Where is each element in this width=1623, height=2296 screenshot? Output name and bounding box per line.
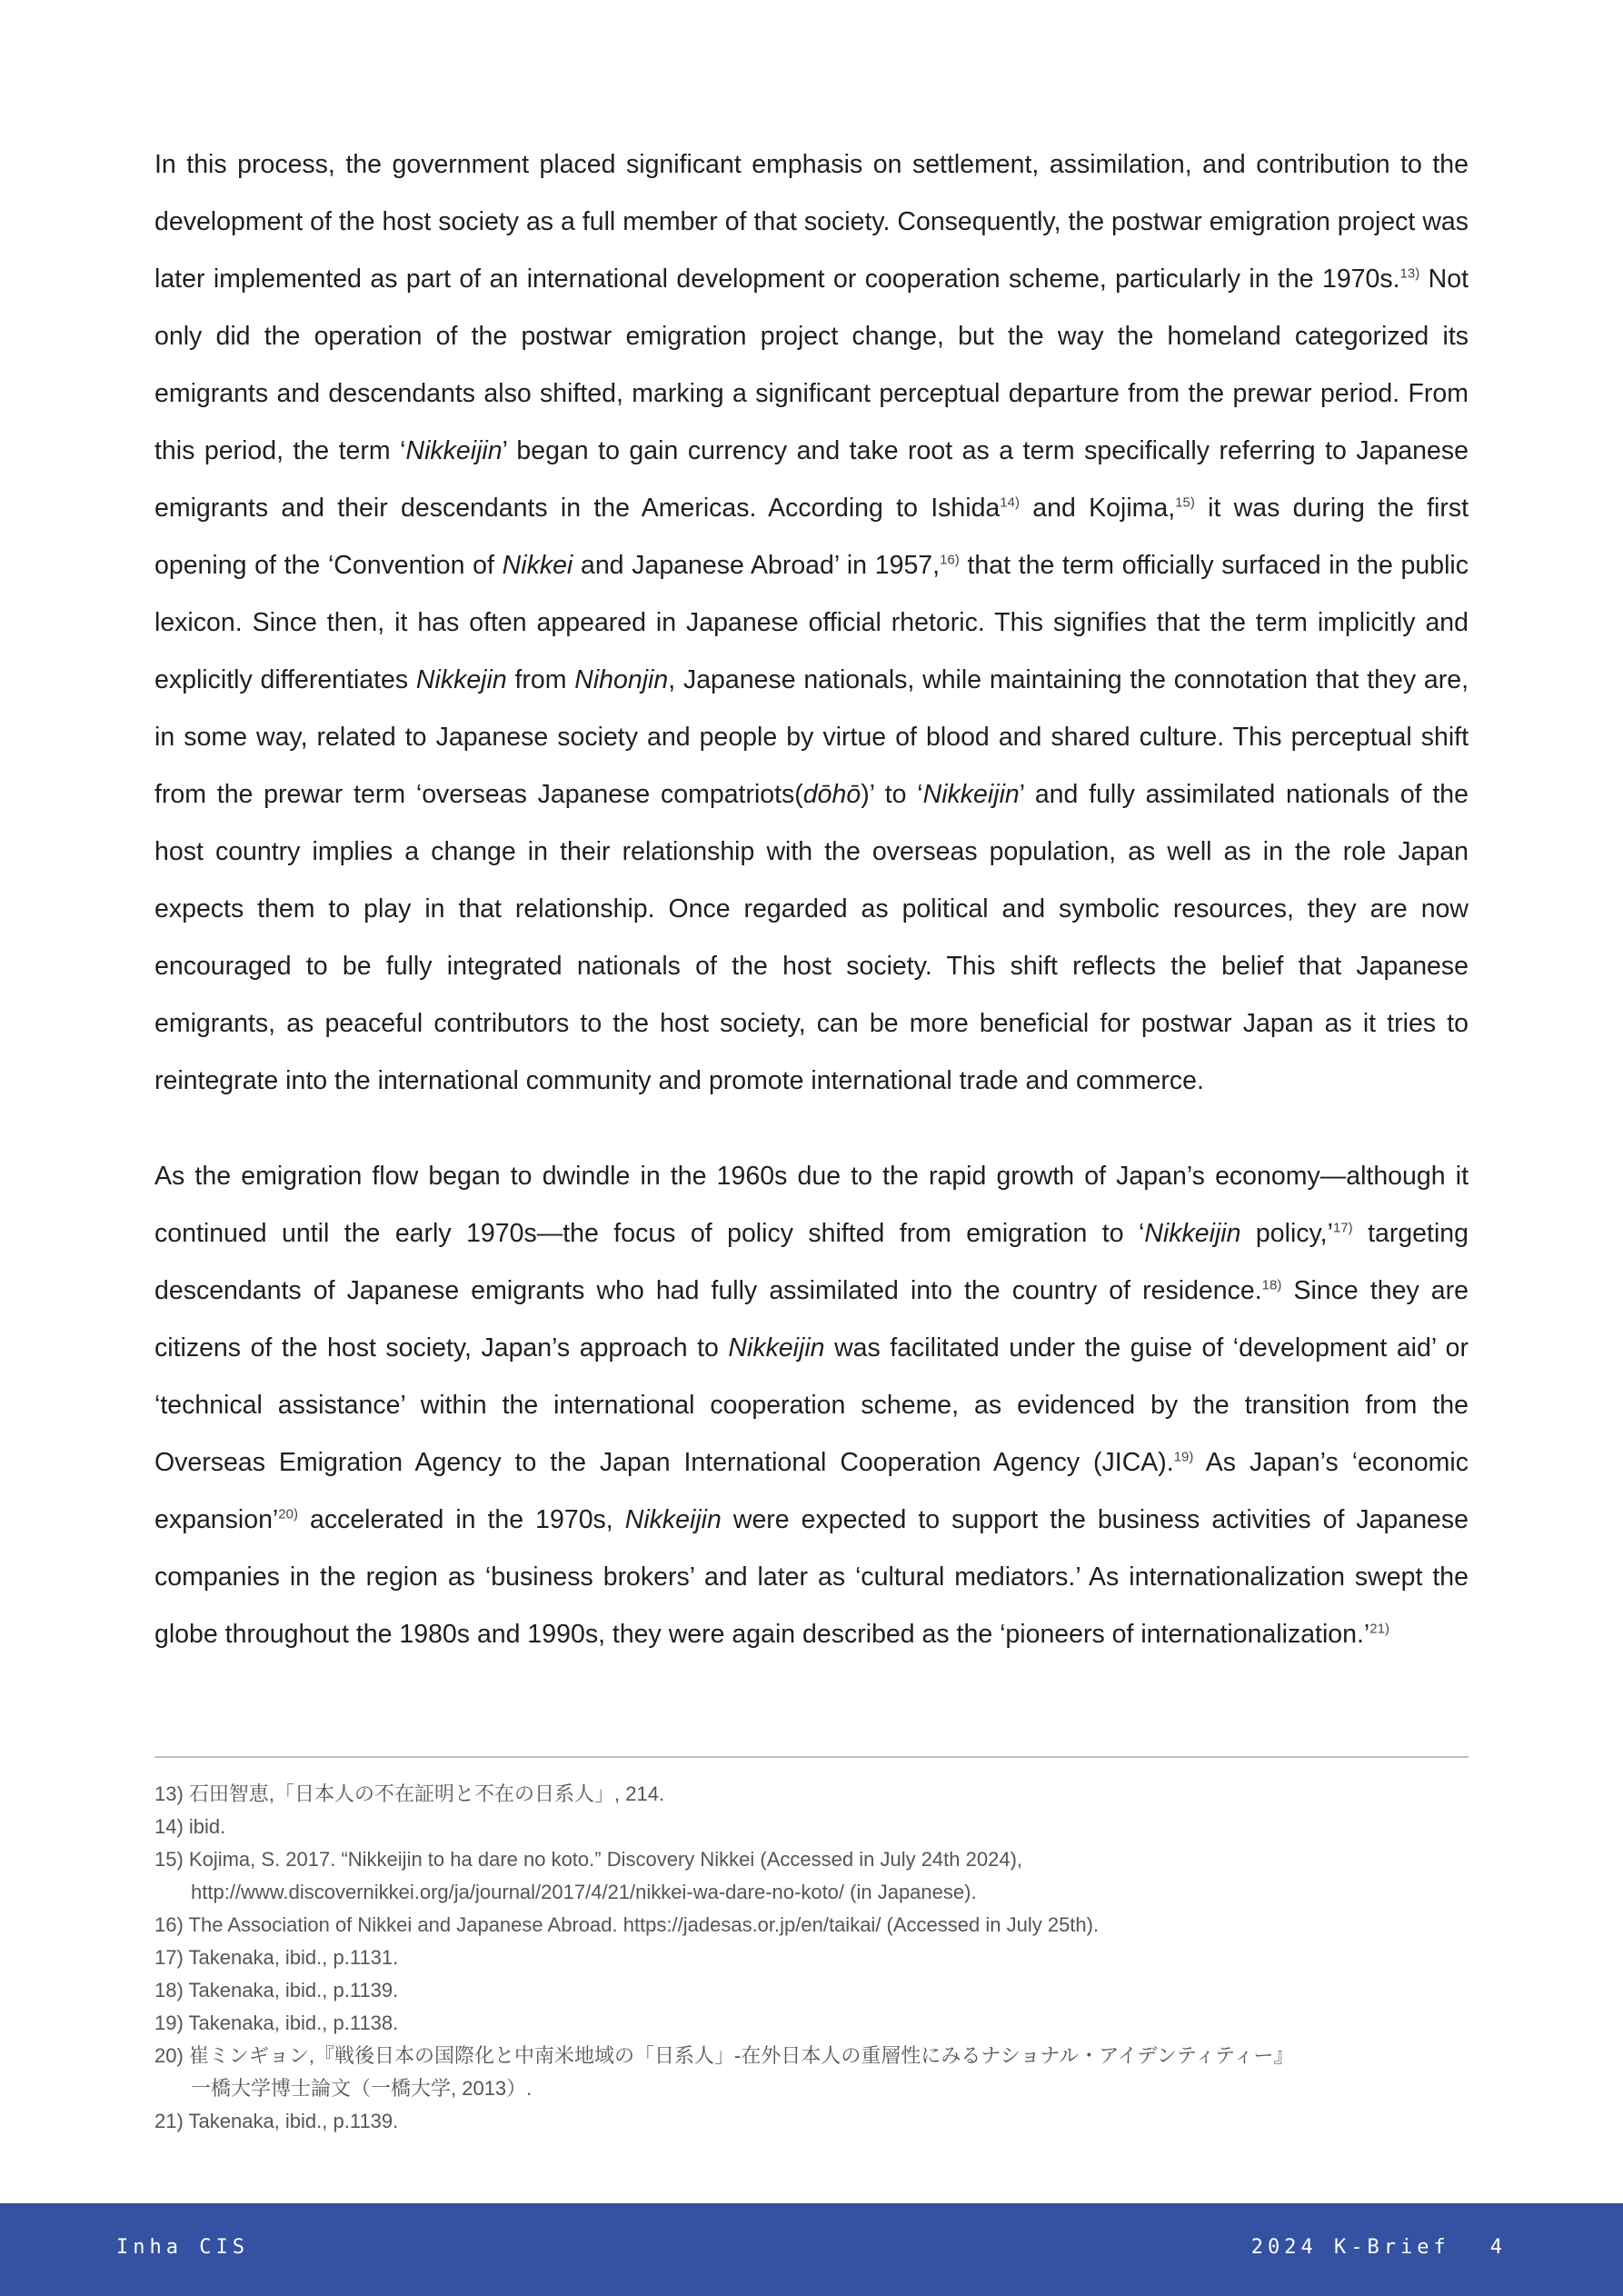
footnote-text: 崔ミンギョン,『戦後日本の国際化と中南米地域の「日系人」-在外日本人の重層性にみるナショナル・アイデンティティー』	[188, 2044, 1294, 2067]
footnote-number: 13)	[154, 1782, 184, 1805]
footnote-ref-21[interactable]: 21)	[1369, 1621, 1389, 1637]
text-run: Not only did the operation of the postwar emigration project change, but the way the homeland categorized its emigrants and descendants also shifted, marking a significant perceptual departure from the prewar period. From this period, the term ‘	[154, 265, 1469, 465]
footnote-text: ibid.	[188, 1815, 226, 1838]
footer-right	[1251, 2236, 1507, 2259]
text-run: )’ to ‘	[861, 780, 923, 809]
footnote-19	[154, 2007, 1469, 2040]
footnote-continuation: 一橋大学博士論文（一橋大学, 2013）.	[191, 2077, 533, 2100]
text-run: from	[506, 665, 575, 694]
footnote-ref-13[interactable]: 13)	[1399, 265, 1420, 282]
footnote-ref-17[interactable]: 17)	[1332, 1220, 1353, 1236]
footnote-21	[154, 2105, 1469, 2138]
italic-term: Nikkei	[502, 551, 573, 580]
footnote-number: 17)	[154, 1946, 184, 1969]
footnote-ref-14[interactable]: 14)	[1000, 494, 1020, 511]
footnote-ref-18[interactable]: 18)	[1261, 1277, 1282, 1293]
italic-term: Nikkeijin	[1144, 1219, 1241, 1248]
italic-term: Nihonjin	[574, 665, 669, 694]
italic-term: Nikkeijin	[922, 780, 1020, 809]
footnote-15	[154, 1843, 1469, 1909]
italic-term: Nikkeijin	[624, 1505, 722, 1534]
footnotes-list	[154, 1778, 1469, 2138]
footnote-text: Takenaka, ibid., p.1138.	[188, 2011, 399, 2034]
footnote-text: Takenaka, ibid., p.1139.	[188, 2110, 399, 2132]
italic-term: Nikkeijin	[405, 436, 503, 465]
text-run: and Japanese Abroad’ in 1957,	[573, 551, 941, 580]
footnote-16	[154, 1909, 1469, 1942]
text-run: , Japanese nationals, while maintaining the connotation that they are, in some way, related to Japanese society and people by virtue of blood and shared culture. This perceptual shift from the prewar term ‘overseas Japanese compatriots(	[154, 665, 1469, 809]
text-run: ’ began to gain currency and take root as a term specifically referring to Japanese emigrants and their descendants in the Americas. According to Ishida	[154, 436, 1469, 523]
footnote-20	[154, 2040, 1469, 2105]
footnote-ref-20[interactable]: 20)	[278, 1506, 298, 1522]
footnote-number: 14)	[154, 1815, 184, 1838]
footnote-18	[154, 1974, 1469, 2007]
footer-publisher: Inha CIS	[116, 2236, 249, 2259]
text-run: were expected to support the business activities of Japanese companies in the region as ‘business brokers’ and later as ‘cultural mediators.’ As internationalization swept the globe throughout the 1980s and 1990s, they were again described as the ‘pioneers of internationalization.’	[154, 1505, 1469, 1649]
footnote-number: 20)	[154, 2044, 184, 2067]
text-run: As Japan’s ‘economic expansion’	[154, 1448, 1469, 1534]
page-footer	[0, 2203, 1623, 2296]
footnote-text: Kojima, S. 2017. “Nikkeijin to ha dare no koto.” Discovery Nikkei (Accessed in July 24th 2024),	[188, 1848, 1023, 1871]
text-run: ’ and fully assimilated nationals of the host country implies a change in their relationship with the overseas population, as well as in the role Japan expects them to play in that relationship. Once regarded as political and symbolic resources, they are now encouraged to be fully integrated nationals of the host society. This shift reflects the belief that Japanese emigrants, as peaceful contributors to the host society, can be more beneficial for postwar Japan as it tries to reintegrate into the international community and promote international trade and commerce.	[154, 780, 1469, 1095]
text-run: accelerated in the 1970s,	[297, 1505, 625, 1534]
footnote-number: 15)	[154, 1848, 184, 1871]
italic-term: dōhō	[802, 780, 861, 809]
footer-publication: 2024 K-Brief	[1250, 2236, 1450, 2259]
footnote-13	[154, 1778, 1469, 1811]
footnote-number: 19)	[154, 2011, 184, 2034]
footnote-url[interactable]: http://www.discovernikkei.org/ja/journal/2017/4/21/nikkei-wa-dare-no-koto/ (in Japanese).	[191, 1881, 977, 1903]
text-run: it was during the first opening of the ‘Convention of	[154, 494, 1469, 580]
footnote-divider	[154, 1756, 1469, 1758]
main-text	[154, 136, 1469, 1663]
text-run: Since they are citizens of the host society, Japan’s approach to	[154, 1276, 1469, 1363]
text-run: that the term officially surfaced in the public lexicon. Since then, it has often appeared in Japanese official rhetoric. This signifies that the term implicitly and explicitly differentiates	[154, 551, 1469, 694]
paragraph-1	[154, 136, 1469, 1110]
footnote-text: Takenaka, ibid., p.1131.	[188, 1946, 399, 1969]
text-run: and Kojima,	[1019, 494, 1176, 523]
footnote-ref-15[interactable]: 15)	[1175, 494, 1195, 511]
footnote-ref-19[interactable]: 19)	[1173, 1449, 1194, 1465]
page-number: 4	[1489, 2236, 1507, 2259]
paragraph-2	[154, 1148, 1469, 1663]
italic-term: Nikkejin	[415, 665, 507, 694]
text-run: In this process, the government placed significant emphasis on settlement, assimilation, and contribution to the development of the host society as a full member of that society. Consequently, the postwar emigration project was later implemented as part of an international development or cooperation scheme, particularly in the 1970s.	[154, 150, 1469, 294]
footnote-17	[154, 1942, 1469, 1974]
text-run: As the emigration flow began to dwindle in the 1960s due to the rapid growth of Japan’s economy—although it continued until the early 1970s—the focus of policy shifted from emigration to ‘	[154, 1162, 1469, 1248]
footnote-number: 21)	[154, 2110, 184, 2132]
text-run: was facilitated under the guise of ‘development aid’ or ‘technical assistance’ within the international cooperation scheme, as evidenced by the transition from the Overseas Emigration Agency to the Japan International Cooperation Agency (JICA).	[154, 1333, 1469, 1477]
footnote-number: 16)	[154, 1913, 184, 1936]
footnote-14	[154, 1811, 1469, 1843]
italic-term: Nikkeijin	[728, 1333, 825, 1363]
text-run: targeting descendants of Japanese emigrants who had fully assimilated into the country of residence.	[154, 1219, 1469, 1305]
footnote-ref-16[interactable]: 16)	[940, 552, 960, 568]
text-run: policy,’	[1240, 1219, 1333, 1248]
footnote-text: Takenaka, ibid., p.1139.	[188, 1979, 399, 2002]
footnote-text: 石田智恵,「日本人の不在証明と不在の日系人」, 214.	[188, 1782, 665, 1805]
footnote-number: 18)	[154, 1979, 184, 2002]
footnote-text: The Association of Nikkei and Japanese Abroad. https://jadesas.or.jp/en/taikai/ (Accessed in July 25th).	[188, 1913, 1100, 1936]
